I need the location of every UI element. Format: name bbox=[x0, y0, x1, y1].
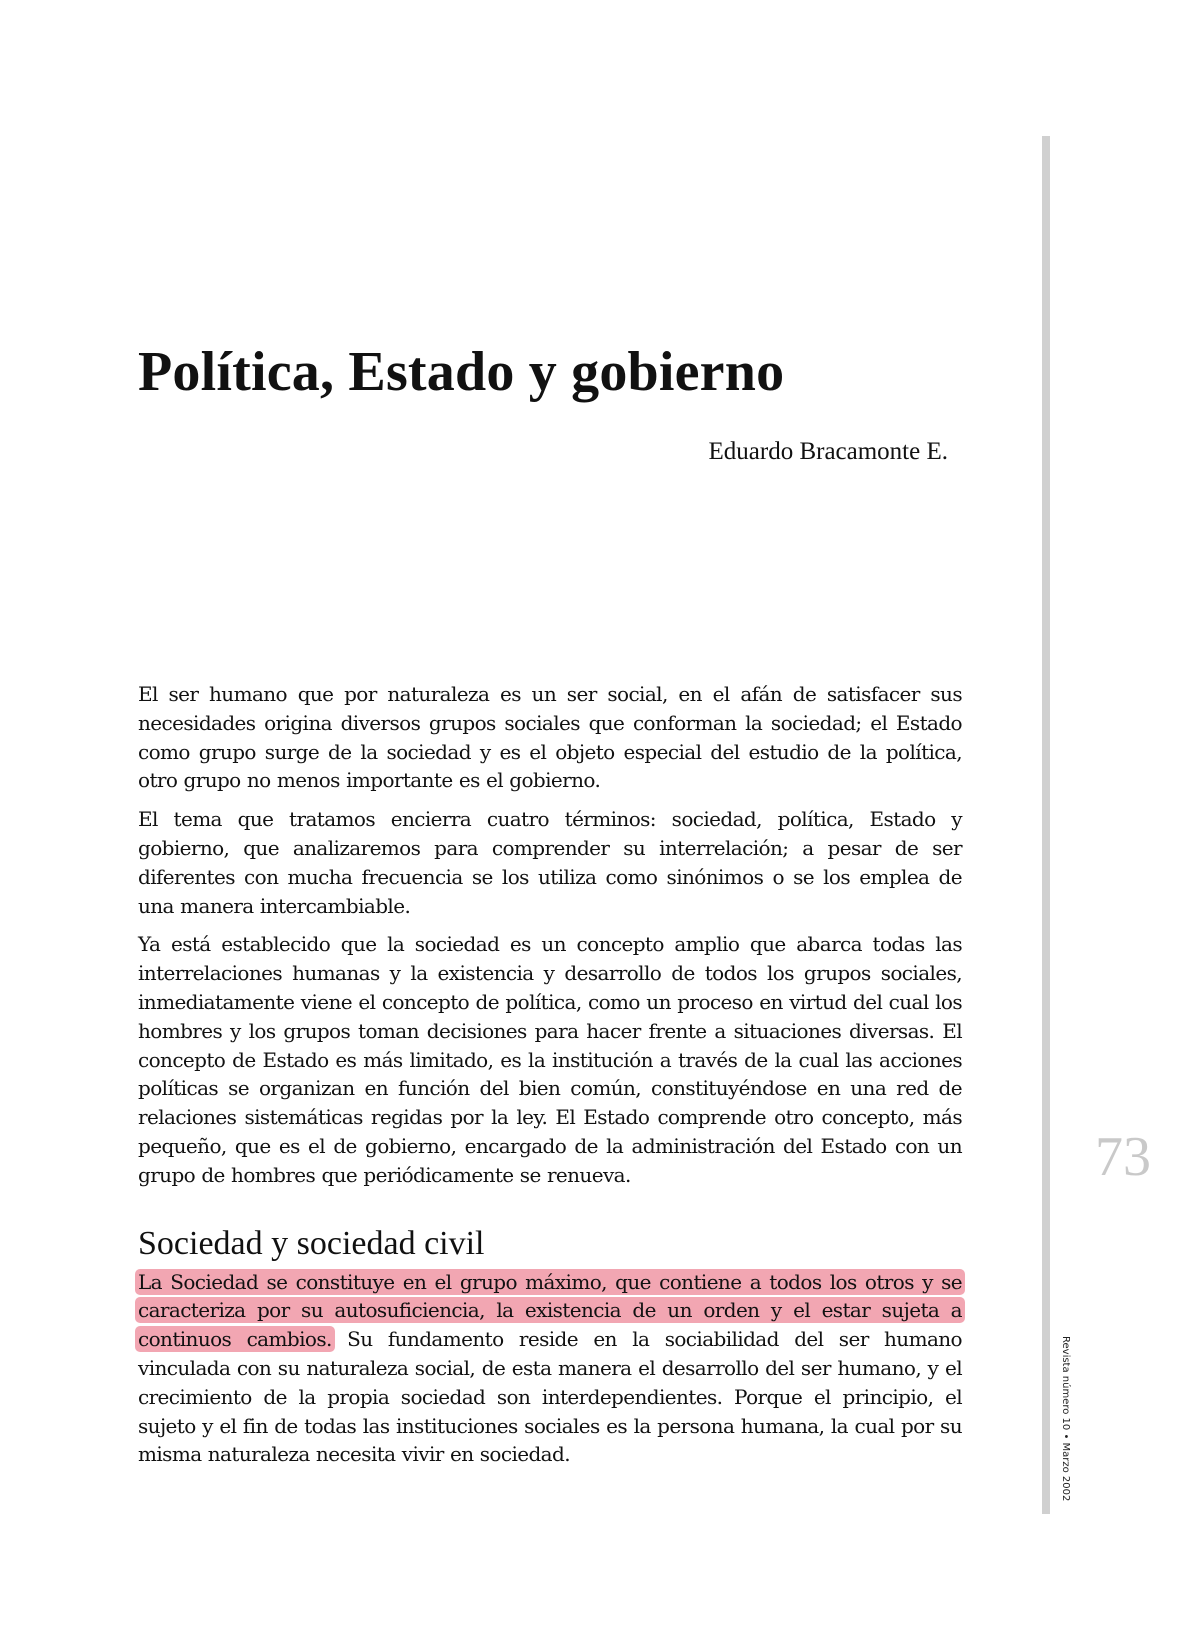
section-paragraph bbox=[138, 1268, 962, 1470]
page-number: 73 bbox=[1095, 1126, 1151, 1188]
article-title: Política, Estado y gobierno bbox=[138, 341, 785, 403]
section-paragraph-rest: Su fundamento reside en la sociabilidad del ser humano vinculada con su naturaleza social, de esta manera el desarrollo del ser humano, y el crecimiento de la propia sociedad son interdependientes. Porque el principio, el sujeto y el fin de todas las instituciones sociales es la persona humana, la cual por su misma naturaleza necesita vivir en sociedad. bbox=[138, 1327, 962, 1467]
highlighted-sentence[interactable]: La Sociedad se constituye en el grupo máximo, que contiene a todos los otros y se caracteriza por su autosuficiencia, la existencia de un orden y el estar sujeta a continuos cambios. bbox=[135, 1269, 965, 1353]
article-body bbox=[138, 680, 962, 1479]
body-paragraph-1: El ser humano que por naturaleza es un ser social, en el afán de satisfacer sus necesidades origina diversos grupos sociales que conforman la sociedad; el Estado como grupo surge de la sociedad y es el objeto especial del estudio de la política, otro grupo no menos importante es el gobierno. bbox=[138, 682, 962, 793]
section-heading: Sociedad y sociedad civil bbox=[138, 1224, 485, 1262]
running-footer: Revista número 10 • Marzo 2002 bbox=[1060, 1336, 1071, 1502]
article-author: Eduardo Bracamonte E. bbox=[708, 438, 948, 465]
margin-rule bbox=[1042, 136, 1050, 1514]
body-paragraph-2: El tema que tratamos encierra cuatro términos: sociedad, política, Estado y gobierno, que analizaremos para comprender su interrelación; a pesar de ser diferentes con mucha frecuencia se los utiliza como sinónimos o se los emplea de una manera intercambiable. bbox=[138, 807, 962, 918]
body-paragraph-3: Ya está establecido que la sociedad es un concepto amplio que abarca todas las interrelaciones humanas y la existencia y desarrollo de todos los grupos sociales, inmediatamente viene el concepto de política, como un proceso en virtud del cual los hombres y los grupos toman decisiones para hacer frente a situaciones diversas. El concepto de Estado es más limitado, es la institución a través de la cual las acciones políticas se organizan en función del bien común, constituyéndose en una red de relaciones sistemáticas regidas por la ley. El Estado comprende otro concepto, más pequeño, que es el de gobierno, encargado de la administración del Estado con un grupo de hombres que periódicamente se renueva. bbox=[138, 932, 962, 1187]
